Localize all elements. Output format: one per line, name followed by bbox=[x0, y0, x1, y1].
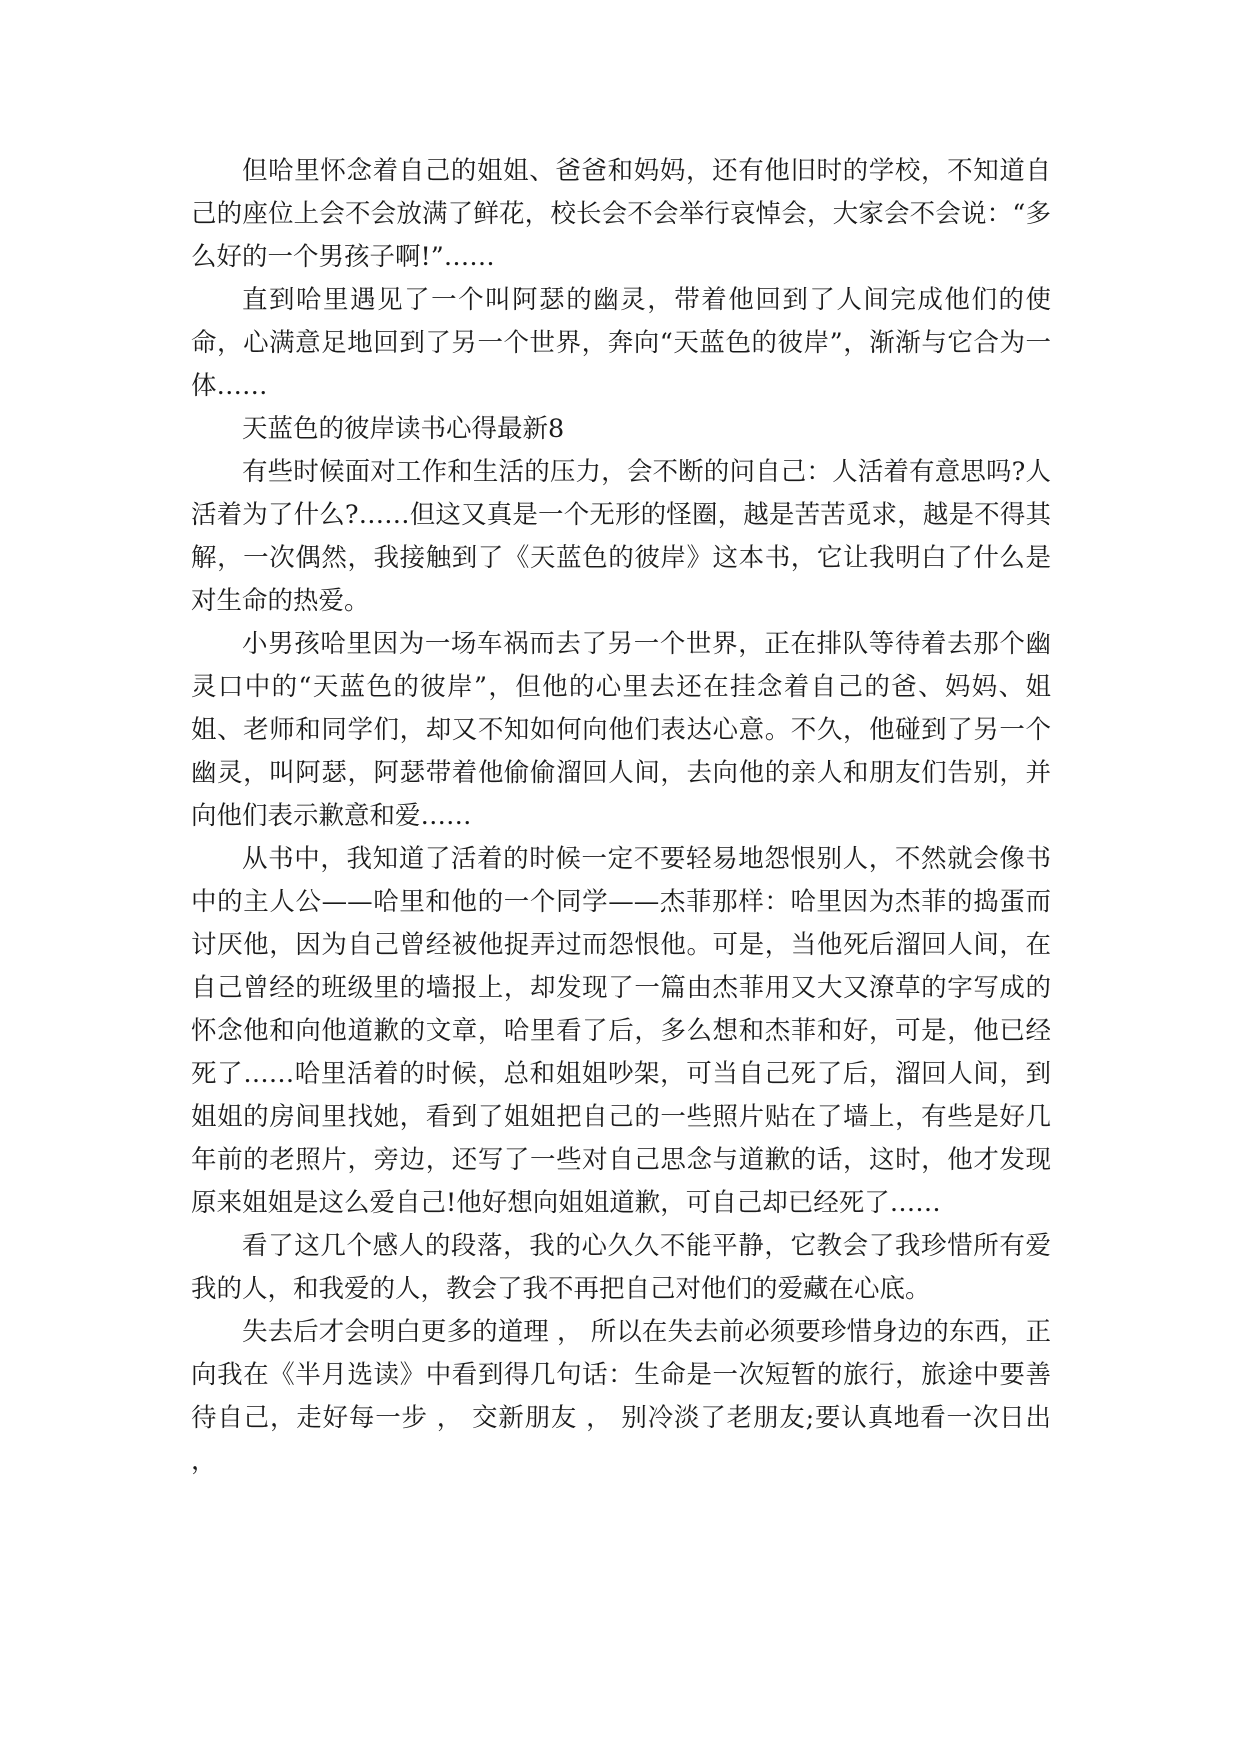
paragraph-1: 但哈里怀念着自己的姐姐、爸爸和妈妈，还有他旧时的学校，不知道自己的座位上会不会放满了鲜花，校长会不会举行哀悼会，大家会不会说：“多么好的一个男孩子啊!”…… bbox=[191, 156, 1051, 272]
paragraph-6: 看了这几个感人的段落，我的心久久不能平静，它教会了我珍惜所有爱我的人，和我爱的人，教会了我不再把自己对他们的爱藏在心底。 bbox=[191, 1231, 1051, 1304]
paragraph-2: 直到哈里遇见了一个叫阿瑟的幽灵，带着他回到了人间完成他们的使命，心满意足地回到了另一个世界，奔向“天蓝色的彼岸”，渐渐与它合为一体…… bbox=[191, 285, 1051, 401]
paragraph-3: 有些时候面对工作和生活的压力，会不断的问自己：人活着有意思吗?人活着为了什么?……但这又真是一个无形的怪圈，越是苦苦觅求，越是不得其解，一次偶然，我接触到了《天蓝色的彼岸》这本书，它让我明白了什么是对生命的热爱。 bbox=[191, 457, 1051, 616]
paragraph-7: 失去后才会明白更多的道理 ， 所以在失去前必须要珍惜身边的东西，正向我在《半月选读》中看到得几句话：生命是一次短暂的旅行，旅途中要善待自己，走好每一步 ， 交新朋友 ， 别冷淡了老朋友;要认真地看一次日出 ， bbox=[191, 1317, 1051, 1476]
paragraph-4: 小男孩哈里因为一场车祸而去了另一个世界，正在排队等待着去那个幽灵口中的“天蓝色的彼岸”，但他的心里去还在挂念着自己的爸、妈妈、姐姐、老师和同学们，却又不知如何向他们表达心意。不久，他碰到了另一个幽灵，叫阿瑟，阿瑟带着他偷偷溜回人间，去向他的亲人和朋友们告别，并向他们表示歉意和爱…… bbox=[191, 629, 1051, 831]
section-heading: 天蓝色的彼岸读书心得最新8 bbox=[242, 414, 565, 444]
paragraph-5: 从书中，我知道了活着的时候一定不要轻易地怨恨别人，不然就会像书中的主人公——哈里和他的一个同学——杰菲那样：哈里因为杰菲的捣蛋而讨厌他，因为自己曾经被他捉弄过而怨恨他。可是，当他死后溜回人间，在自己曾经的班级里的墙报上，却发现了一篇由杰菲用又大又潦草的字写成的怀念他和向他道歉的文章，哈里看了后，多么想和杰菲和好，可是，他已经死了……哈里活着的时候，总和姐姐吵架，可当自己死了后，溜回人间，到姐姐的房间里找她，看到了姐姐把自己的一些照片贴在了墙上，有些是好几年前的老照片，旁边，还写了一些对自己思念与道歉的话，这时，他才发现原来姐姐是这么爱自己!他好想向姐姐道歉，可自己却已经死了…… bbox=[191, 844, 1051, 1218]
document-body bbox=[191, 150, 1051, 1483]
